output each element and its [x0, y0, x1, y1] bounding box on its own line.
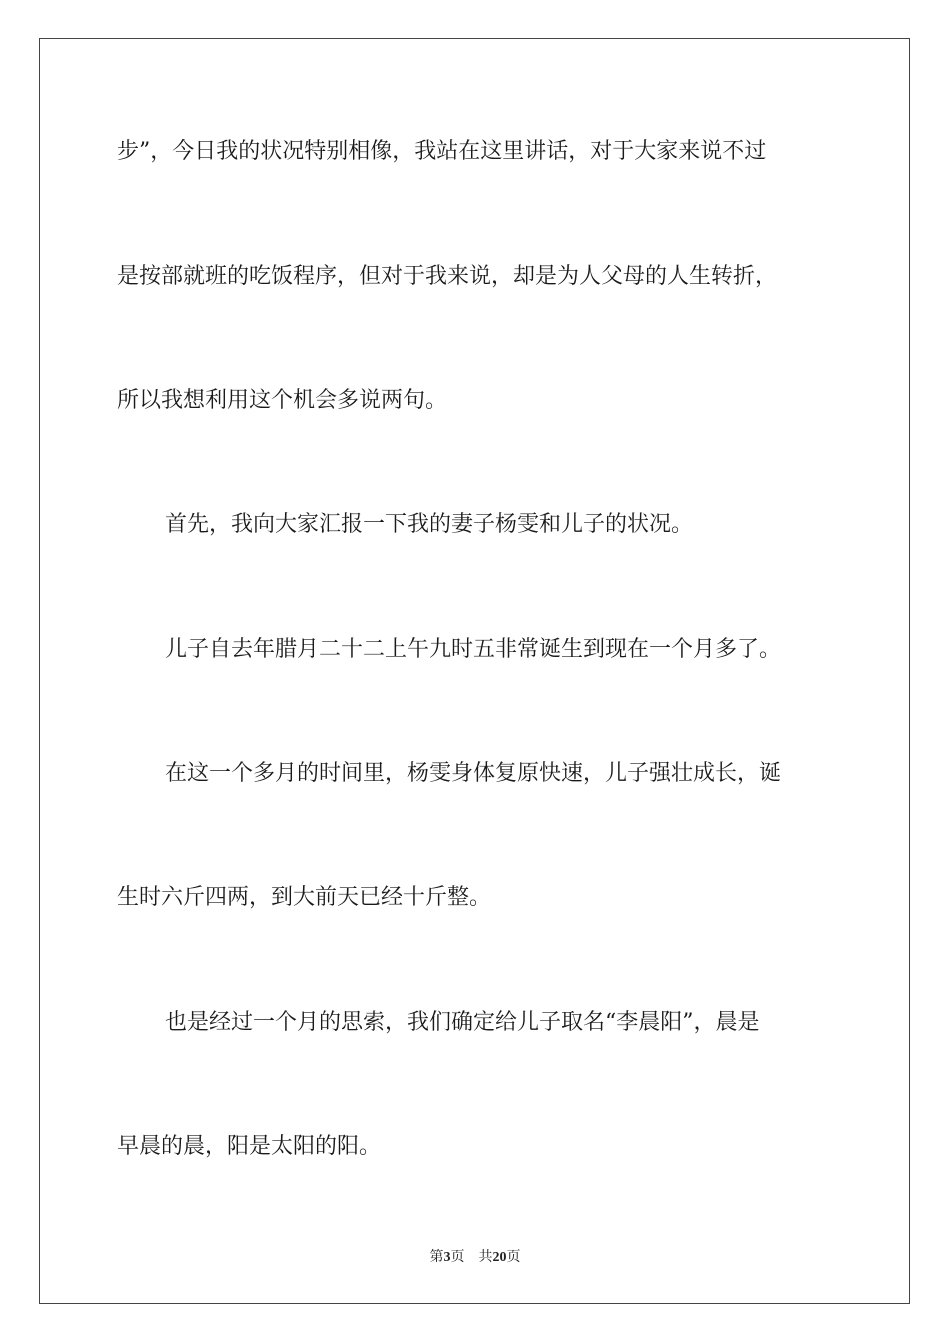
body-line-1: 步”，今日我的状况特别相像，我站在这里讲话，对于大家来说不过 [117, 139, 767, 164]
body-line-9: 早晨的晨，阳是太阳的阳。 [117, 1134, 382, 1159]
body-line-2: 是按部就班的吃饭程序，但对于我来说，却是为人父母的人生转折， [117, 264, 778, 289]
page-prefix: 第 [429, 1249, 444, 1265]
body-line-3: 所以我想利用这个机会多说两句。 [117, 388, 448, 413]
page-frame [39, 38, 910, 1304]
body-line-6: 在这一个多月的时间里，杨雯身体复原快速，儿子强壮成长，诞 [165, 761, 782, 786]
total-suffix: 页 [506, 1249, 521, 1265]
page-suffix: 页 [450, 1249, 465, 1265]
body-line-4: 首先，我向大家汇报一下我的妻子杨雯和儿子的状况。 [165, 512, 694, 537]
page-number: 3 [443, 1250, 451, 1265]
total-pages: 20 [492, 1250, 507, 1265]
body-line-5: 儿子自去年腊月二十二上午九时五非常诞生到现在一个月多了。 [165, 637, 782, 662]
total-prefix: 共 [478, 1249, 493, 1265]
body-line-8: 也是经过一个月的思索，我们确定给儿子取名“李晨阳”，晨是 [165, 1010, 760, 1035]
page-footer [0, 1246, 950, 1266]
body-line-7: 生时六斤四两，到大前天已经十斤整。 [117, 885, 492, 910]
